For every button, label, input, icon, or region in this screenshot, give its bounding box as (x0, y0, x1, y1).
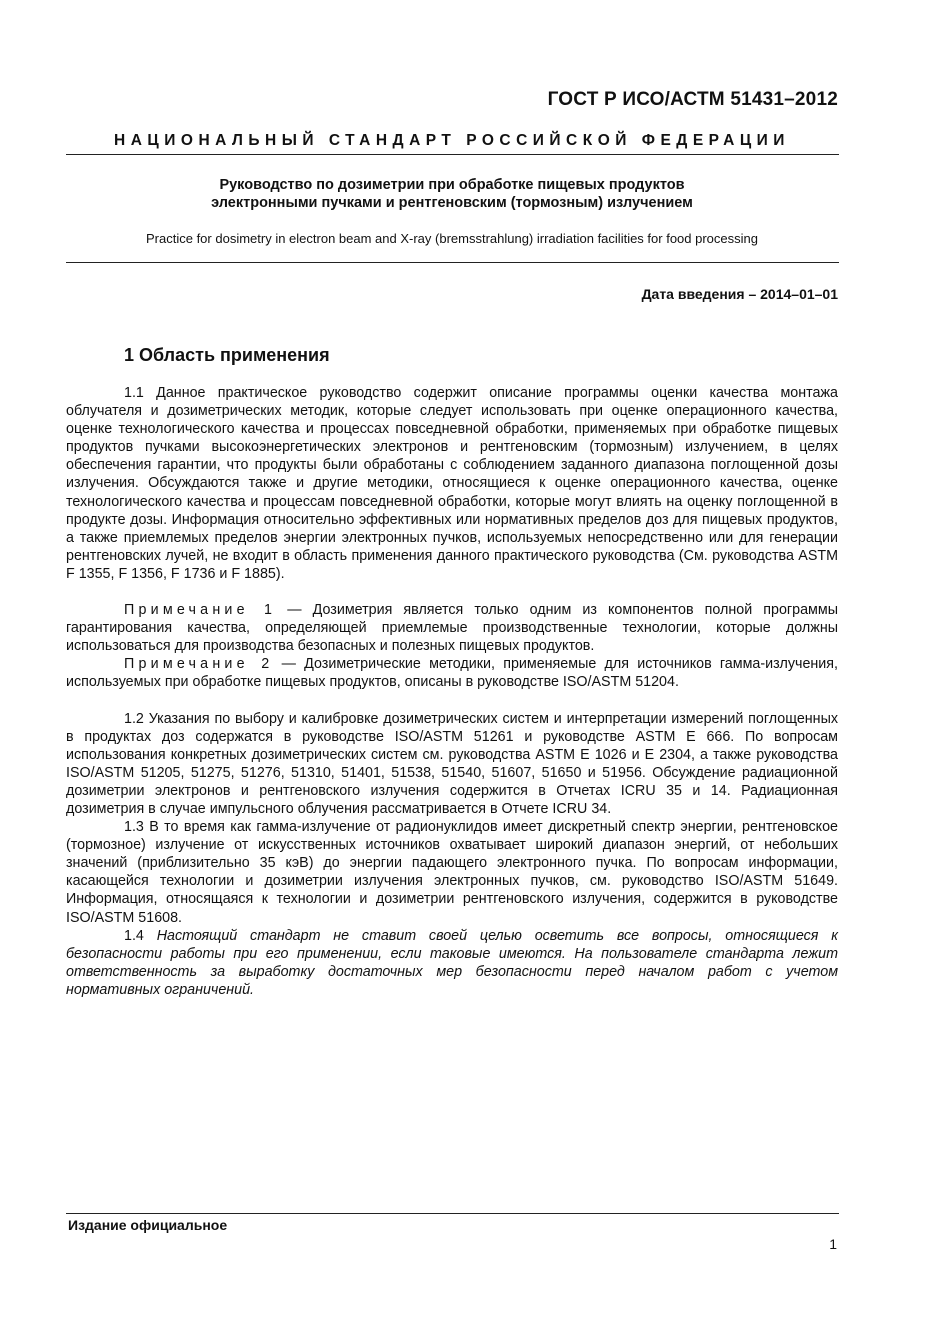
document-title-en: Practice for dosimetry in electron beam and X-ray (bremsstrahlung) irradiation facilities for food processing (146, 231, 758, 246)
header-divider (66, 154, 839, 155)
note-1-text: — Дозиметрия является только одним из компонентов полной программы гарантирования качества, определяющей приемлемые производственные технологии, которые должны использоваться для производства безопасных и полезных пищевых продуктов. (66, 602, 838, 655)
gost-code: ГОСТ Р ИСО/АСТМ 51431–2012 (547, 89, 838, 110)
section-body (66, 384, 838, 999)
paragraph-1-4-text: Настоящий стандарт не ставит своей целью осветить все вопросы, относящиеся к безопасности работы при его применении, если таковые имеются. На пользователе стандарта лежит ответственность за выработку достаточных мер безопасности перед началом работ с учетом нормативных ограничений. (66, 927, 838, 998)
note-1-label: Примечание 1 (124, 602, 277, 619)
footer-divider (66, 1213, 839, 1214)
national-standard-heading: НАЦИОНАЛЬНЫЙ СТАНДАРТ РОССИЙСКОЙ ФЕДЕРАЦИИ (114, 132, 790, 149)
paragraph-1-1: 1.1 Данное практическое руководство содержит описание программы оценки качества монтажа облучателя и дозиметрических методик, которые следует использовать при оценке операционного качества, оценке технологического качества и процессах повседневной обработки, применяемых при обработке пищевых продуктов пучками высокоэнергетических электронов и рентгеновским (тормозным) излучением, в целях обеспечения гарантии, что продукты были обработаны с соблюдением заданного диапазона поглощенной дозы излучения. Обсуждаются также и другие методики, относящиеся к оценке операционного качества, оценке технологического качества и процессам повседневной обработки, которые могут влиять на оценку поглощенной в продукте дозы. Информация относительно эффективных или нормативных пределов доз для пищевых продуктов, а также приемлемых пределов энергии электронных пучков, используемых непосредственно или для генерации рентгеновских лучей, не входит в область применения данного практического руководства (См. руководства ASTM F 1355, F 1356, F 1736 и F 1885). (66, 385, 838, 582)
page-number: 1 (829, 1236, 837, 1252)
official-edition-label: Издание официальное (68, 1217, 228, 1233)
title-divider (66, 262, 839, 263)
note-2-label: Примечание 2 (124, 656, 274, 673)
title-ru-line2: электронными пучками и рентгеновским (тормозным) излучением (211, 195, 693, 211)
note-2-text: — Дозиметрические методики, применяемые для источников гамма-излучения, используемых при обработке пищевых продуктов, описаны в руководстве ISO/ASTM 51204. (66, 656, 838, 691)
paragraph-1-4 (66, 927, 838, 999)
introduction-date: Дата введения – 2014–01–01 (641, 286, 838, 302)
section-title: 1 Область применения (124, 345, 330, 365)
note-2 (66, 655, 838, 691)
document-title-ru (66, 176, 838, 212)
paragraph-1-3: 1.3 В то время как гамма-излучение от радионуклидов имеет дискретный спектр энергии, рентгеновское (тормозное) излучение от искусственных источников охватывает широкий диапазон энергий, от небольших значений (приблизительно 35 кэВ) до энергии падающего электронного пучка. По вопросам информации, касающейся технологии и дозиметрии излучения электронных пучков, см. руководство ISO/ASTM 51649. Информация, относящаяся к технологии и дозиметрии рентгеновского излучения, содержится в руководстве ISO/ASTM 51608. (66, 819, 838, 926)
paragraph-1-4-number: 1.4 (124, 927, 157, 944)
title-ru-line1: Руководство по дозиметрии при обработке пищевых продуктов (219, 177, 685, 193)
note-1 (66, 601, 838, 655)
paragraph-1-2: 1.2 Указания по выбору и калибровке дозиметрических систем и интерпретации измерений поглощенных в продуктах доз содержатся в руководстве ISO/ASTM 51261 и руководстве ASTM E 666. По вопросам использования конкретных дозиметрических систем см. руководства ASTM E 1026 и E 2304, а также руководства ISO/ASTM 51205, 51275, 51276, 51310, 51401, 51538, 51540, 51607, 51650 и 51956. Обсуждение радиационной дозиметрии электронов и рентгеновского излучения содержится в Отчетах ICRU 35 и 14. Радиационная дозиметрия в случае импульсного облучения рассматривается в Отчете ICRU 34. (66, 710, 838, 817)
